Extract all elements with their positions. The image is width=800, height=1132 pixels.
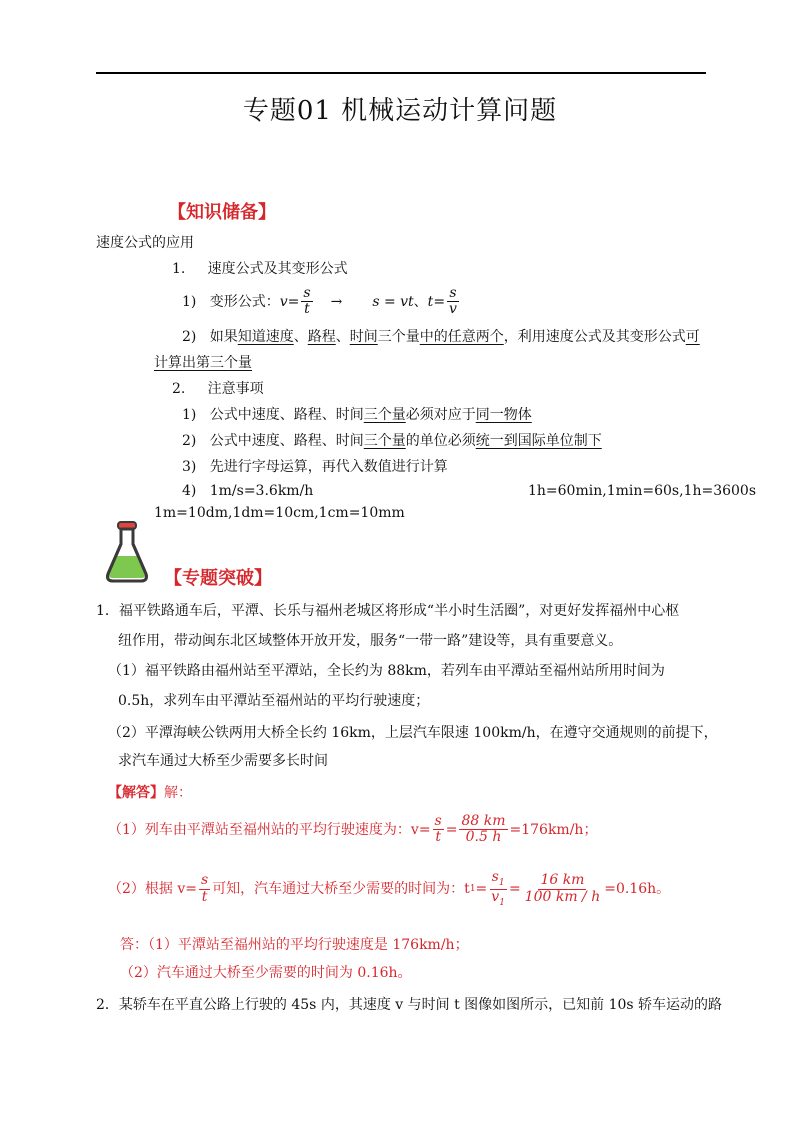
header-rule [96,72,706,74]
question-1-line2: 纽作用，带动闽东北区域整体开放开发，服务“一带一路”建设等，具有重要意义。 [118,633,623,649]
fraction-16km-over-100kmh: $\frac{16 km}{100 km / h}$ [524,872,601,905]
answer-final-2: （2）汽车通过大桥至少需要的时间为 0.16h。 [120,965,412,981]
fraction-s-over-v: $\frac{s}{v}$ [449,285,457,318]
question-1-sub1-continued: 0.5h，求列车由平潭站至福州站的平均行驶速度； [118,693,430,709]
note2: 2) 公式中速度、路程、时间三个量的单位必须统一到国际单位制下 [182,433,602,449]
question-2-line1: 2．某轿车在平直公路上行驶的 45s 内，其速度 v 与时间 t 图像如图所示，已知前 10s 轿车运动的路 [96,997,723,1013]
section-knowledge-heading: 【知识储备】 [168,202,276,223]
page-title: 专题01 机械运动计算问题 [242,96,558,126]
question-1-sub2: （2）平潭海峡公铁两用大桥全长约 16km，上层汽车限速 100km/h，在遵守交通规则的前提下， [108,725,718,741]
question-1-line1: 1．福平铁路通车后，平潭、长乐与福州老城区将形成“半小时生活圈”，对更好发挥福州中心枢 [96,603,680,619]
note4-right: 1h=60min,1min=60s,1h=3600s [528,483,757,499]
item1: 1. 速度公式及其变形公式 [172,261,348,277]
answer-heading: 【解答】解： [108,785,192,801]
fraction-s-over-t: $\frac{s}{t}$ [201,872,209,905]
note1: 1) 公式中速度、路程、时间三个量必须对应于同一物体 [182,407,532,423]
item1-point2-continued: 计算出第三个量 [154,355,252,371]
fraction-s1-over-v1: $\frac{s_1}{v_1}$ [491,869,505,908]
answer-2: （2）根据 v= $\frac{s}{t}$ 可知，汽车通过大桥至少需要的时间为：t 1 = $\frac{s_1}{v_1}$ = $\frac{16 km}{100 km / h}$ =0.16h。 [108,869,671,908]
fraction-s-over-t: $\frac{s}{t}$ [434,813,442,846]
item1-point2: 2) 如果知道速度、路程、时间三个量中的任意两个，利用速度公式及其变形公式可 [182,329,700,345]
answer-1: （1）列车由平潭站至福州站的平均行驶速度为：v= $\frac{s}{t}$ = $\frac{88 km}{0.5 h}$ =176km/h； [108,813,598,846]
question-1-sub1: （1）福平铁路由福州站至平潭站，全长约为 88km，若列车由平潭站至福州站所用时间为 [108,663,665,679]
section-break-heading: 【专题突破】 [164,568,272,589]
note3: 3) 先进行字母运算，再代入数值进行计算 [182,459,448,475]
formula-line: 1) 变形公式： v = $\frac{s}{t}$ → s = vt 、 t = $\frac{s}{v}$ [182,285,457,318]
answer-final-1: 答：（1）平潭站至福州站的平均行驶速度是 176km/h； [120,937,469,953]
flask-icon [104,520,150,584]
intro-text: 速度公式的应用 [96,235,194,251]
note4-continued: 1m=10dm,1dm=10cm,1cm=10mm [154,505,405,521]
fraction-s-over-t: $\frac{s}{t}$ [303,285,311,318]
question-1-sub2-continued: 求汽车通过大桥至少需要多长时间 [118,753,328,769]
fraction-88km-over-0.5h: $\frac{88 km}{0.5 h}$ [461,813,506,846]
note4: 4) 1m/s=3.6km/h [182,483,314,499]
item2: 2. 注意事项 [172,381,264,397]
